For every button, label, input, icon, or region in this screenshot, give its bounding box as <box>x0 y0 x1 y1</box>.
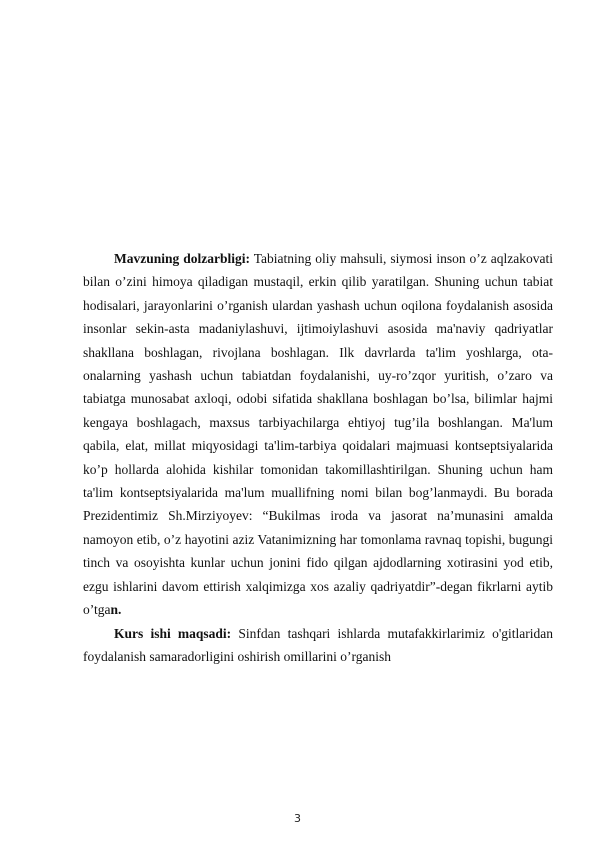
body-text <box>83 247 553 668</box>
relevance-text: Tabiatning oliy mahsuli, siymosi inson o’z aqlzakovati bilan o’zini himoya qiladigan mustaqil, erkin qilib yaratilgan. Shuning uchun tabiat hodisalari, jarayonlarini o’rganish ulardan yashash uchun oqilona foydalanish asosida insonlar sekin-asta madaniylashuvi, ijtimoiylashuvi asosida ma'naviy qadriyatlar shakllana boshlagan, rivojlana boshlagan. Ilk davrlarda ta'lim yoshlarga, ota-onalarning yashash uchun tabiatdan foydalanishi, uy-ro’zqor yuritish, o’zaro va tabiatga munosabat axloqi, odobi sifatida shakllana boshlagan bo’lsa, bilimlar hajmi kengaya boshlagach, maxsus tarbiyachilarga ehtiyoj tug’ila boshlangan. Ma'lum qabila, elat, millat miqyosidagi ta'lim-tarbiya qoidalari majmuasi kontseptsiyalarida ko’p hollarda alohida kishilar tomonidan takomillashtirilgan. Shuning uchun ham ta'lim kontseptsiyalarida ma'lum muallifning nomi bilan bog’lanmaydi. Bu borada Prezidentimiz Sh.Mirziyoyev: “Bukilmas iroda va jasorat na’munasini amalda namoyon etib, o’z hayotini aziz Vatanimizning har tomonlama ravnaq topishi, bugungi tinch va osoyishta kunlar uchun jonini fido qilgan ajdodlarning xotirasini yod etib, ezgu ishlarini davom ettirish xalqimizga xos azaliy qadriyatdir”-degan fikrlarni aytib o’tga <box>83 251 553 618</box>
page-number: 3 <box>294 812 301 825</box>
relevance-heading: Mavzuning dolzarbligi: <box>114 251 250 266</box>
goal-text: Sinfdan tashqari ishlarda mutafakkirlarimiz o'gitlaridan foydalanish samaradorligini oshirish omillarini o’rganish <box>83 625 554 664</box>
relevance-text-end: n. <box>110 602 122 618</box>
goal-heading: Kurs ishi maqsadi: <box>114 625 232 641</box>
relevance-paragraph <box>83 247 553 622</box>
goal-paragraph <box>83 622 553 669</box>
